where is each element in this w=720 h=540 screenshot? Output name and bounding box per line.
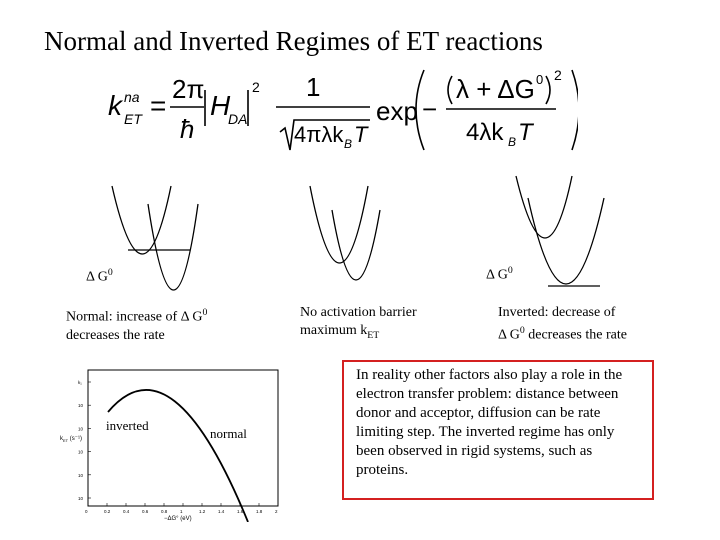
formula-den-sub: B	[508, 135, 517, 149]
x-tick-label: 1.2	[199, 509, 206, 514]
dg-left-sup: 0	[107, 267, 113, 278]
y-tick-label: 10	[78, 426, 84, 432]
caption-normal-sup: 0	[202, 307, 208, 318]
formula-k-sup: na	[124, 89, 140, 105]
parabola-noact-product	[332, 210, 380, 280]
caption-noact-sub: ET	[367, 329, 380, 341]
parabola-normal-reactant	[112, 186, 171, 254]
caption-inverted-sup: 0	[519, 325, 525, 336]
caption-normal-line1	[66, 304, 207, 327]
formula-sqrt-sub: B	[344, 137, 353, 151]
y-tick-label: k₁	[78, 380, 82, 385]
caption-inverted-line2	[498, 322, 627, 345]
caption-noact	[300, 304, 417, 345]
plot-ylabel-sub: ET	[63, 438, 69, 443]
plot-ylabel	[60, 436, 82, 443]
formula-outer-square: 2	[554, 67, 562, 83]
x-tick-label: 1.4	[218, 509, 225, 514]
formula-hbar: ħ	[180, 114, 195, 144]
formula-sqrt-t: T	[354, 122, 368, 147]
formula-h-sub: DA	[228, 111, 248, 127]
y-tick-label: 10	[78, 449, 84, 455]
formula-h: H	[210, 90, 231, 121]
formula-2pi: 2π	[172, 74, 205, 104]
formula-denominator: 4λk	[466, 119, 504, 146]
y-tick-label: 10	[78, 496, 84, 501]
plot-xticks	[85, 503, 278, 514]
plot-ylabel-k: k	[60, 436, 63, 442]
formula-equals: =	[150, 90, 167, 121]
caption-inverted-line1: Inverted: decrease of	[498, 305, 616, 320]
x-tick-label: 2	[275, 509, 278, 514]
caption-noact-line2	[300, 322, 417, 345]
caption-noact-line1: No activation barrier	[300, 305, 417, 320]
formula-den-t: T	[518, 119, 533, 146]
formula-exp: exp	[376, 96, 418, 126]
caption-normal-line2: decreases the rate	[66, 327, 165, 343]
plot-xlabel: −ΔG° (eV)	[164, 516, 192, 522]
caption-inverted-rest: decreases the rate	[524, 327, 627, 343]
x-tick-label: 0.4	[123, 509, 130, 514]
x-tick-label: 0	[85, 509, 88, 514]
x-tick-label: 1	[180, 509, 183, 514]
dg-left-text: Δ G	[86, 269, 108, 285]
caption-inverted	[498, 304, 627, 345]
marcus-rate-plot	[60, 362, 284, 522]
dg-right-text: Δ G	[486, 267, 508, 283]
formula-minus: −	[422, 94, 438, 124]
formula-k: k	[108, 90, 122, 121]
rate-curve	[108, 390, 248, 522]
y-tick-label: 10	[78, 403, 84, 409]
x-tick-label: 1.8	[256, 509, 263, 514]
caption-noact-text2: maximum k	[300, 323, 368, 338]
y-tick-label: 10	[78, 472, 84, 478]
dg-label-right	[486, 262, 513, 285]
x-tick-label: 0.2	[104, 509, 111, 514]
label-inverted: inverted	[106, 418, 149, 433]
parabola-noact-reactant	[310, 186, 368, 263]
label-normal: normal	[210, 426, 247, 441]
x-tick-label: 0.8	[161, 509, 168, 514]
plot-ylabel-unit: (s⁻¹)	[68, 436, 82, 442]
note-text: In reality other factors also play a role in the electron transfer problem: distance between donor and acceptor, diffusion can be rate limiting step. The inverted regime has only been observed in rigid systems, such as proteins.	[356, 367, 623, 478]
note-box	[342, 360, 654, 500]
formula-k-sub: ET	[124, 111, 142, 127]
formula-num-sup: 0	[536, 72, 544, 87]
plot-frame	[88, 370, 278, 506]
parabola-inverted-reactant	[516, 176, 572, 238]
formula-one: 1	[306, 72, 321, 102]
parabola-inverted-product	[528, 198, 604, 284]
caption-normal	[66, 304, 207, 345]
page-title: Normal and Inverted Regimes of ET reactions	[44, 26, 543, 56]
formula-sqrt-arg: 4πλk	[294, 122, 344, 147]
parabola-normal-product	[148, 204, 198, 290]
x-tick-label: 1.6	[237, 509, 244, 514]
formula-numerator: λ + ΔG	[456, 74, 535, 104]
x-tick-label: 0.6	[142, 509, 149, 514]
formula-square: 2	[252, 79, 260, 95]
dg-right-sup: 0	[507, 265, 513, 276]
caption-inverted-dg: Δ G	[498, 327, 520, 343]
caption-normal-text1: Normal: increase of Δ G	[66, 309, 203, 325]
dg-label-left	[86, 264, 113, 287]
